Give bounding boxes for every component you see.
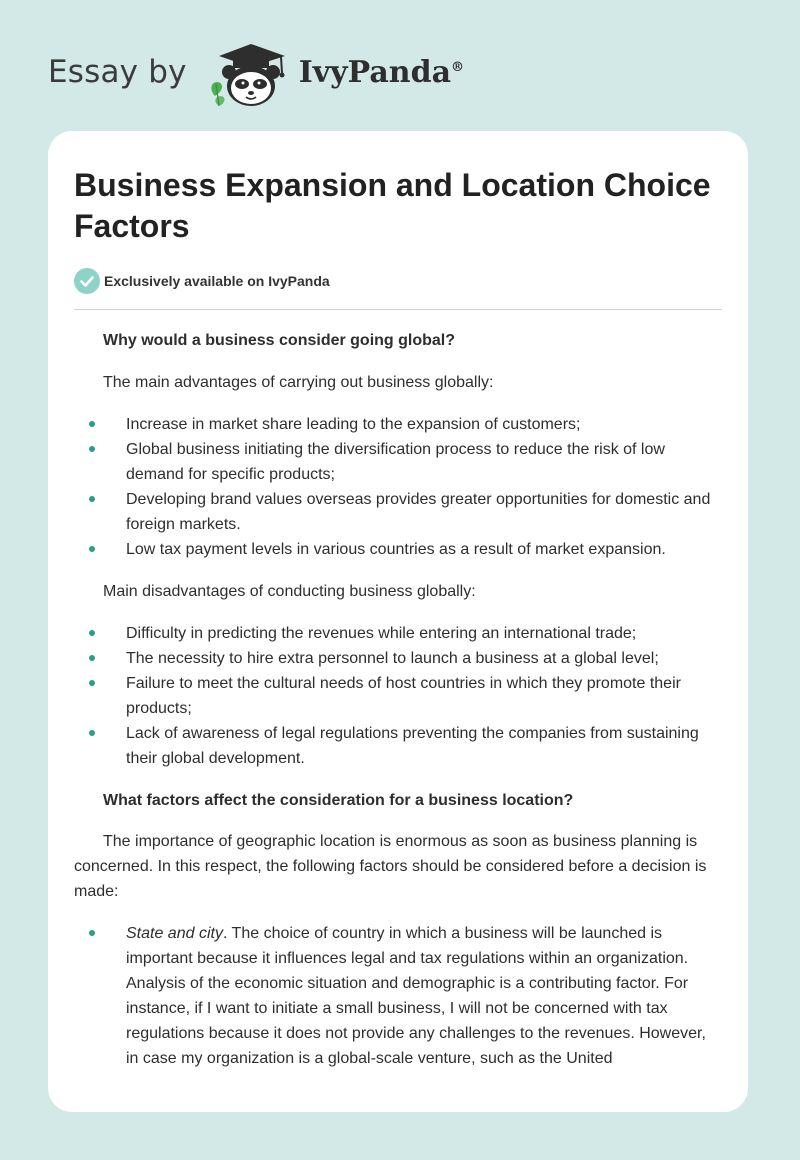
brand-prefix: Essay by [48, 54, 187, 90]
brand-header[interactable] [48, 36, 464, 108]
location-intro: The importance of geographic location is enormous as soon as business planning is concerned. In this respect, the following factors should be considered before a decision is made: [74, 833, 707, 900]
bullet-icon [89, 655, 95, 661]
list-item-text: Lack of awareness of legal regulations preventing the companies from sustaining their global development. [126, 725, 699, 767]
essay-card [48, 131, 748, 1112]
list-item [126, 412, 722, 437]
bullet-icon [89, 446, 95, 452]
list-item [126, 721, 722, 771]
brand-name [299, 55, 464, 90]
bullet-icon [89, 630, 95, 636]
disadvantages-list [74, 621, 722, 771]
factor-text: . The choice of country in which a business will be launched is important because it influences legal and tax regulations within an organization. Analysis of the economic situation and demographic is a contributing factor. For instance, if I want to initiate a small business, I will not be concerned with tax regulations because it does not provide any challenges to the revenues. However, in case my organization is a global-scale venture, such as the United [126, 925, 706, 1067]
factor-term: State and city [126, 925, 223, 942]
list-item [126, 921, 722, 1071]
bullet-icon [89, 930, 95, 936]
bullet-icon [89, 730, 95, 736]
list-item-text: Global business initiating the diversification process to reduce the risk of low demand for specific products; [126, 441, 665, 483]
registered-mark: ® [451, 59, 465, 75]
exclusive-label: Exclusively available on IvyPanda [104, 273, 330, 289]
brand-name-text: IvyPanda [298, 54, 452, 90]
essay-body [74, 328, 722, 1071]
page-title: Business Expansion and Location Choice Factors [74, 167, 711, 244]
advantages-list [74, 412, 722, 562]
advantages-intro: The main advantages of carrying out business globally: [103, 374, 494, 391]
list-item [126, 487, 722, 537]
list-item-text: Low tax payment levels in various countries as a result of market expansion. [126, 541, 666, 558]
bullet-icon [89, 680, 95, 686]
bullet-icon [89, 546, 95, 552]
question-heading-2: What factors affect the consideration for a business location? [103, 792, 574, 809]
list-item [126, 671, 722, 721]
list-item-text: Difficulty in predicting the revenues while entering an international trade; [126, 625, 637, 642]
check-badge-icon [74, 268, 100, 294]
list-item-text: Developing brand values overseas provides greater opportunities for domestic and foreign markets. [126, 491, 711, 533]
list-item-text: Failure to meet the cultural needs of host countries in which they promote their products; [126, 675, 681, 717]
list-item [126, 537, 722, 562]
divider [74, 309, 722, 310]
disadvantages-intro: Main disadvantages of conducting business globally: [103, 583, 476, 600]
bullet-icon [89, 496, 95, 502]
list-item-text: Increase in market share leading to the expansion of customers; [126, 416, 581, 433]
bullet-icon [89, 421, 95, 427]
list-item [126, 437, 722, 487]
question-heading-1: Why would a business consider going global? [103, 332, 456, 349]
panda-logo-icon [205, 36, 295, 108]
list-item [126, 621, 722, 646]
exclusive-badge [74, 267, 722, 295]
location-factors-list [74, 921, 722, 1071]
list-item [126, 646, 722, 671]
list-item-text: The necessity to hire extra personnel to launch a business at a global level; [126, 650, 659, 667]
